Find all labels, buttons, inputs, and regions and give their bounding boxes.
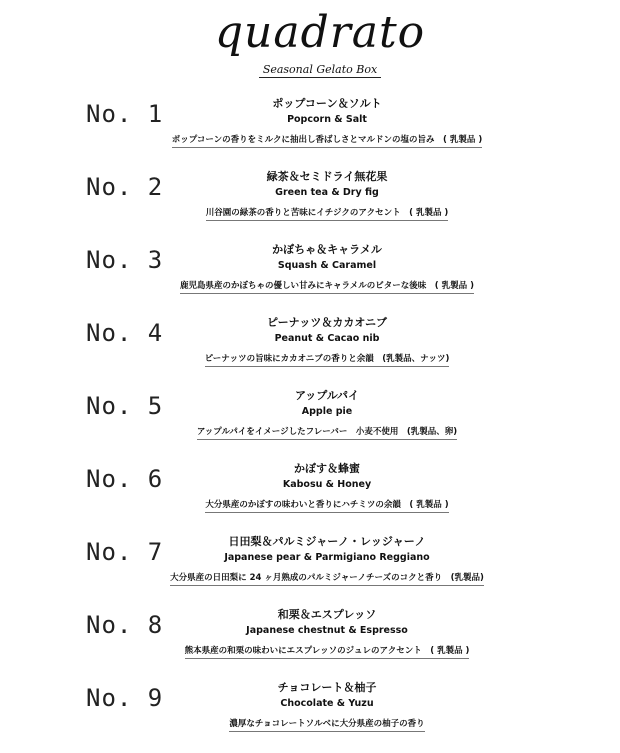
flavor-name-en: Popcorn & Salt bbox=[287, 114, 367, 125]
flavor-description: アップルパイをイメージしたフレーバー 小麦不使用 (乳製品、卵) bbox=[197, 426, 457, 440]
flavor-list bbox=[0, 96, 620, 753]
flavor-details bbox=[140, 315, 514, 367]
flavor-description: 大分県産の日田梨に 24 ヶ月熟成のパルミジャーノチーズのコクと香り (乳製品) bbox=[170, 572, 484, 586]
flavor-description: 鹿児島県産のかぼちゃの優しい甘みにキャラメルのビターな後味 ( 乳製品 ) bbox=[180, 280, 474, 294]
flavor-details bbox=[140, 169, 514, 221]
flavor-item bbox=[0, 96, 620, 169]
flavor-details bbox=[140, 607, 514, 659]
flavor-name-en: Japanese pear & Parmigiano Reggiano bbox=[224, 552, 430, 563]
flavor-description: ポップコーンの香りをミルクに抽出し香ばしさとマルドンの塩の旨み ( 乳製品 ) bbox=[172, 134, 482, 148]
flavor-name-en: Kabosu & Honey bbox=[282, 479, 372, 490]
flavor-item bbox=[0, 680, 620, 753]
flavor-number: No. 1 bbox=[86, 100, 164, 128]
flavor-name-jp: ピーナッツ＆カカオニブ bbox=[267, 316, 387, 329]
flavor-name-en: Squash & Caramel bbox=[277, 260, 377, 271]
flavor-name-jp: かぼちゃ＆キャラメル bbox=[272, 243, 382, 256]
flavor-name-jp: アップルパイ bbox=[294, 389, 360, 402]
flavor-name-jp: 日田梨＆パルミジャーノ・レッジャーノ bbox=[228, 535, 426, 548]
flavor-name-jp: ポップコーン＆ソルト bbox=[272, 97, 382, 110]
flavor-number: No. 2 bbox=[86, 173, 164, 201]
flavor-details bbox=[140, 388, 514, 440]
flavor-name-en: Peanut & Cacao nib bbox=[274, 333, 380, 344]
flavor-details bbox=[140, 680, 514, 732]
flavor-item bbox=[0, 169, 620, 242]
flavor-name-en: Chocolate & Yuzu bbox=[280, 698, 374, 709]
flavor-name-jp: チョコレート＆柚子 bbox=[277, 681, 377, 694]
flavor-number: No. 7 bbox=[86, 538, 164, 566]
flavor-description: 熊本県産の和栗の味わいにエスプレッソのジュレのアクセント ( 乳製品 ) bbox=[185, 645, 470, 659]
flavor-name-jp: 緑茶＆セミドライ無花果 bbox=[266, 170, 388, 183]
flavor-item bbox=[0, 534, 620, 607]
flavor-description: ピーナッツの旨味にカカオニブの香りと余韻 (乳製品、ナッツ) bbox=[205, 353, 450, 367]
flavor-details bbox=[140, 242, 514, 294]
flavor-name-en: Apple pie bbox=[301, 406, 353, 417]
flavor-description: 濃厚なチョコレートソルベに大分県産の柚子の香り bbox=[229, 718, 424, 732]
flavor-item bbox=[0, 388, 620, 461]
header bbox=[0, 8, 620, 78]
flavor-name-jp: 和栗＆エスプレッソ bbox=[277, 608, 377, 621]
flavor-name-jp: かぼす＆蜂蜜 bbox=[294, 462, 360, 475]
flavor-number: No. 9 bbox=[86, 684, 164, 712]
flavor-item bbox=[0, 242, 620, 315]
flavor-item bbox=[0, 607, 620, 680]
flavor-number: No. 3 bbox=[86, 246, 164, 274]
flavor-details bbox=[140, 534, 514, 586]
flavor-description: 川谷園の緑茶の香りと苦味にイチジクのアクセント ( 乳製品 ) bbox=[206, 207, 449, 221]
flavor-description: 大分県産のかぼすの味わいと香りにハチミツの余韻 ( 乳製品 ) bbox=[205, 499, 448, 513]
flavor-name-en: Green tea & Dry fig bbox=[275, 187, 379, 198]
flavor-number: No. 4 bbox=[86, 319, 164, 347]
flavor-name-en: Japanese chestnut & Espresso bbox=[246, 625, 408, 636]
flavor-number: No. 8 bbox=[86, 611, 164, 639]
flavor-number: No. 6 bbox=[86, 465, 164, 493]
flavor-item bbox=[0, 315, 620, 388]
flavor-number: No. 5 bbox=[86, 392, 164, 420]
flavor-details bbox=[140, 96, 514, 148]
flavor-details bbox=[140, 461, 514, 513]
brand-logo: quadrato bbox=[214, 7, 426, 58]
subtitle: Seasonal Gelato Box bbox=[259, 63, 381, 78]
flavor-item bbox=[0, 461, 620, 534]
